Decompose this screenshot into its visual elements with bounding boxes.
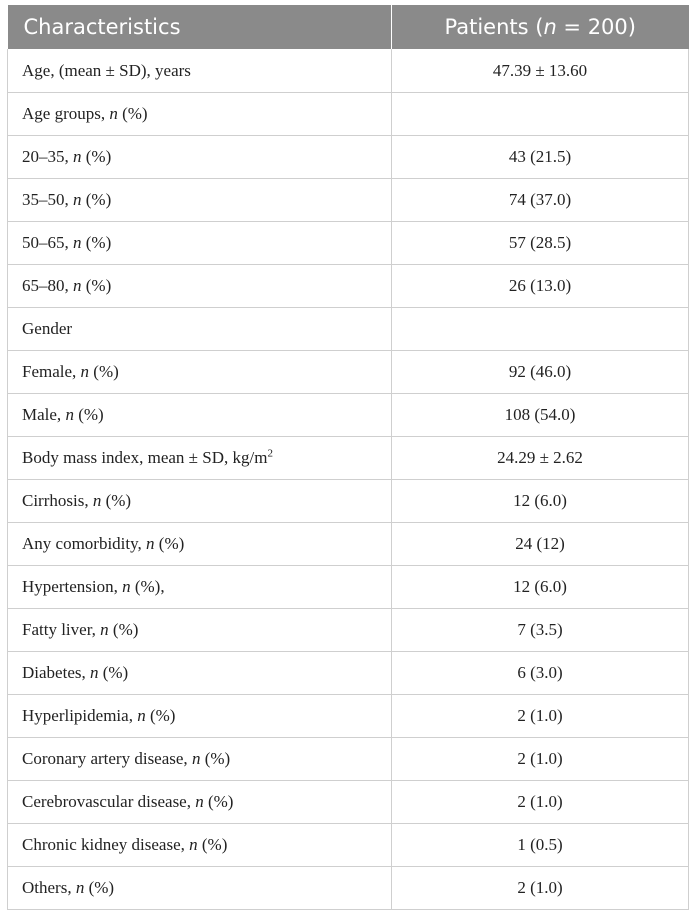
- header-col1-text: Characteristics: [23, 15, 181, 39]
- table-body: [8, 49, 689, 910]
- row-value: 1 (0.5): [392, 824, 689, 867]
- row-label: [8, 824, 392, 867]
- row-label-text: 65–80,: [22, 276, 73, 295]
- row-label-text: Diabetes,: [22, 663, 90, 682]
- row-value: 12 (6.0): [392, 480, 689, 523]
- row-label-tail: (%): [81, 147, 112, 166]
- row-label-tail: (%): [81, 276, 112, 295]
- row-label-n: n: [92, 491, 102, 510]
- row-label-text: Body mass index, mean ± SD, kg/m: [22, 448, 268, 467]
- row-label-text: Gender: [22, 319, 73, 338]
- row-label: [8, 523, 392, 566]
- row-label-n: n: [189, 835, 198, 854]
- table-row: [8, 695, 689, 738]
- row-label-text: Age groups,: [22, 104, 110, 123]
- table-row: [8, 49, 689, 93]
- row-value: 57 (28.5): [392, 222, 689, 265]
- row-label: [8, 49, 392, 93]
- row-label-tail: (%): [81, 190, 112, 209]
- row-label-tail: (%): [154, 534, 185, 553]
- header-row: [8, 5, 689, 49]
- table-row: [8, 824, 689, 867]
- row-value: 92 (46.0): [392, 351, 689, 394]
- row-value: 108 (54.0): [392, 394, 689, 437]
- row-label-text: Cirrhosis,: [22, 491, 93, 510]
- row-label: [8, 179, 392, 222]
- row-label: [8, 308, 392, 351]
- row-label-superscript: 2: [267, 447, 273, 460]
- row-value: 2 (1.0): [392, 695, 689, 738]
- row-label-text: Others,: [22, 878, 76, 897]
- row-label-text: Coronary artery disease,: [22, 749, 192, 768]
- characteristics-table: [7, 5, 689, 910]
- table-row: [8, 867, 689, 910]
- row-value: 7 (3.5): [392, 609, 689, 652]
- row-label: [8, 437, 392, 480]
- table-row: [8, 93, 689, 136]
- row-label: [8, 652, 392, 695]
- table-row: [8, 480, 689, 523]
- row-label: [8, 738, 392, 781]
- table-row: [8, 652, 689, 695]
- row-value: 24.29 ± 2.62: [392, 437, 689, 480]
- header-characteristics: [8, 5, 392, 49]
- row-value: 47.39 ± 13.60: [392, 49, 689, 93]
- table-row: [8, 609, 689, 652]
- row-label-tail: (%): [203, 792, 234, 811]
- row-label-tail: (%): [73, 405, 104, 424]
- table-header: [8, 5, 689, 49]
- row-label-tail: (%),: [130, 577, 165, 596]
- row-label-n: n: [100, 620, 109, 639]
- row-label-n: n: [73, 147, 82, 166]
- row-label-n: n: [89, 663, 99, 682]
- row-label-text: Hypertension,: [22, 577, 123, 596]
- row-label-tail: (%): [200, 749, 231, 768]
- header-col2-suffix: = 200): [556, 15, 636, 39]
- header-patients: [392, 5, 689, 49]
- row-label-text: Female,: [22, 362, 81, 381]
- table-row: [8, 265, 689, 308]
- row-value: 2 (1.0): [392, 738, 689, 781]
- row-label: [8, 480, 392, 523]
- row-label-n: n: [191, 749, 201, 768]
- characteristics-table-container: [7, 5, 688, 910]
- table-row: [8, 566, 689, 609]
- row-label: [8, 222, 392, 265]
- row-label-text: 20–35,: [22, 147, 73, 166]
- row-label-text: Male,: [22, 405, 66, 424]
- table-row: [8, 394, 689, 437]
- row-label-tail: (%): [84, 878, 115, 897]
- row-label-tail: (%): [108, 620, 139, 639]
- row-label: [8, 867, 392, 910]
- table-row: [8, 437, 689, 480]
- row-value: 24 (12): [392, 523, 689, 566]
- row-label-n: n: [73, 190, 82, 209]
- row-value: 43 (21.5): [392, 136, 689, 179]
- row-label-text: Hyperlipidemia,: [22, 706, 138, 725]
- row-label: [8, 609, 392, 652]
- row-label-n: n: [146, 534, 155, 553]
- row-label-n: n: [195, 792, 204, 811]
- row-label: [8, 566, 392, 609]
- row-label-n: n: [75, 878, 85, 897]
- row-label: [8, 781, 392, 824]
- row-label-tail: (%): [117, 104, 148, 123]
- table-row: [8, 351, 689, 394]
- table-row: [8, 222, 689, 265]
- row-value: 2 (1.0): [392, 781, 689, 824]
- row-label-text: Any comorbidity,: [22, 534, 147, 553]
- row-label: [8, 695, 392, 738]
- row-value: 12 (6.0): [392, 566, 689, 609]
- row-label: [8, 351, 392, 394]
- header-col2-prefix: Patients (: [444, 15, 544, 39]
- row-label: [8, 394, 392, 437]
- row-label-text: Fatty liver,: [22, 620, 101, 639]
- header-col2-n: n: [543, 15, 557, 39]
- row-value: 6 (3.0): [392, 652, 689, 695]
- row-label-n: n: [109, 104, 118, 123]
- row-label-n: n: [80, 362, 90, 381]
- row-label-text: Age, (mean ± SD), years: [22, 60, 191, 80]
- row-value: 26 (13.0): [392, 265, 689, 308]
- row-label: [8, 93, 392, 136]
- row-label-n: n: [73, 233, 82, 252]
- row-label-text: 35–50,: [22, 190, 73, 209]
- row-label-tail: (%): [89, 362, 119, 381]
- row-value: 74 (37.0): [392, 179, 689, 222]
- row-label: [8, 265, 392, 308]
- row-label-tail: (%): [145, 706, 176, 725]
- row-label-tail: (%): [98, 663, 129, 682]
- row-label: [8, 136, 392, 179]
- row-label-text: Chronic kidney disease,: [22, 835, 190, 854]
- table-row: [8, 136, 689, 179]
- row-label-text: 50–65,: [22, 233, 73, 252]
- row-label-n: n: [137, 706, 146, 725]
- table-row: [8, 523, 689, 566]
- table-row: [8, 781, 689, 824]
- row-label-n: n: [73, 276, 82, 295]
- row-label-tail: (%): [197, 835, 228, 854]
- row-label-tail: (%): [81, 233, 112, 252]
- row-label-tail: (%): [101, 491, 132, 510]
- row-value: 2 (1.0): [392, 867, 689, 910]
- row-label-text: Cerebrovascular disease,: [22, 792, 196, 811]
- row-value: [392, 93, 689, 136]
- row-value: [392, 308, 689, 351]
- row-label-n: n: [122, 577, 131, 596]
- table-row: [8, 179, 689, 222]
- table-row: [8, 308, 689, 351]
- row-label-n: n: [65, 405, 74, 424]
- table-row: [8, 738, 689, 781]
